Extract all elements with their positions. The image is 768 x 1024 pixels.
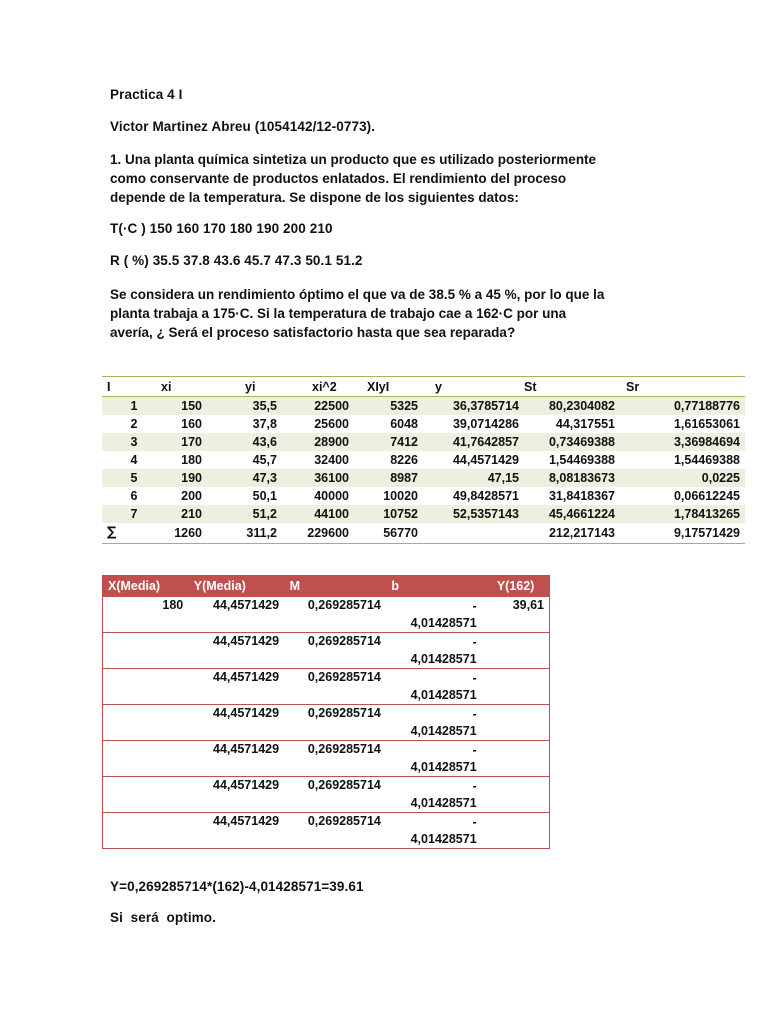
table-cell: 44,4571429 bbox=[188, 597, 284, 633]
column-header: xi^2 bbox=[282, 377, 354, 397]
intercept-sign: - bbox=[472, 779, 477, 793]
table-cell: 44,4571429 bbox=[188, 741, 284, 777]
table-row bbox=[103, 777, 550, 813]
table-cell: 45,4661224 bbox=[524, 505, 620, 523]
intercept-cell bbox=[386, 777, 482, 813]
table-cell: 9,17571429 bbox=[620, 523, 745, 544]
intercept-value: 4,01428571 bbox=[410, 616, 477, 630]
table-cell: 1,61653061 bbox=[673, 417, 740, 431]
column-header: St bbox=[524, 377, 620, 397]
intercept-value: 4,01428571 bbox=[410, 796, 477, 810]
question-line: planta trabaja a 175·C. Si la temperatura de trabajo cae a 162·C por una bbox=[110, 306, 567, 321]
table-cell: 3,36984694 bbox=[620, 433, 745, 451]
table-row bbox=[102, 487, 745, 505]
table-cell: 50,1 bbox=[252, 489, 277, 503]
column-header: Y(Media) bbox=[188, 576, 284, 597]
table-cell: 0,269285714 bbox=[284, 741, 386, 777]
table-row bbox=[103, 741, 550, 777]
table-row bbox=[103, 705, 550, 741]
temperature-data: T(·C ) 150 160 170 180 190 200 210 bbox=[110, 221, 333, 236]
table-cell: 0,269285714 bbox=[284, 705, 386, 741]
table-cell: 1,54469388 bbox=[548, 453, 615, 467]
question-line: avería, ¿ Será el proceso satisfactorio hasta que sea reparada? bbox=[110, 325, 516, 340]
regression-data-table bbox=[102, 376, 745, 544]
table-cell: 52,5357143 bbox=[423, 505, 524, 523]
intercept-sign: - bbox=[472, 707, 477, 721]
table-row bbox=[103, 669, 550, 705]
column-header: xi bbox=[147, 377, 207, 397]
intercept-sign: - bbox=[472, 743, 477, 757]
intercept-sign: - bbox=[472, 599, 477, 613]
intercept-cell bbox=[386, 597, 482, 633]
column-header: y bbox=[423, 377, 524, 397]
table-cell bbox=[423, 523, 524, 544]
column-header: M bbox=[284, 576, 386, 597]
table-cell bbox=[482, 741, 550, 777]
table-cell: 180 bbox=[181, 453, 202, 467]
table-cell: 32400 bbox=[314, 453, 349, 467]
intercept-cell bbox=[386, 741, 482, 777]
table-cell: 44,4571429 bbox=[188, 669, 284, 705]
table-cell: 0,73469388 bbox=[524, 433, 620, 451]
conclusion: Si será optimo. bbox=[110, 910, 216, 925]
column-header: I bbox=[102, 377, 147, 397]
table-cell: 0,269285714 bbox=[284, 669, 386, 705]
table-cell: 25600 bbox=[314, 417, 349, 431]
table-cell: 44,4571429 bbox=[188, 777, 284, 813]
table-cell bbox=[103, 633, 189, 669]
question-statement bbox=[110, 285, 670, 342]
table-row bbox=[102, 505, 745, 523]
table-cell: 44,317551 bbox=[555, 417, 615, 431]
table-cell: 8,08183673 bbox=[524, 469, 620, 487]
table-cell: 0,269285714 bbox=[284, 597, 386, 633]
table-cell: 36100 bbox=[282, 469, 354, 487]
table-cell: 22500 bbox=[282, 397, 354, 416]
table-cell: 200 bbox=[181, 489, 202, 503]
table-header-row bbox=[102, 377, 745, 397]
regression-formula: Y=0,269285714*(162)-4,01428571=39.61 bbox=[110, 879, 364, 894]
table-cell: 28900 bbox=[282, 433, 354, 451]
row-index-cell: 5 bbox=[102, 469, 147, 487]
table-cell: 1260 bbox=[147, 523, 207, 544]
sum-symbol: ∑ bbox=[102, 523, 147, 544]
table-cell: 160 bbox=[181, 417, 202, 431]
table-cell bbox=[103, 813, 189, 849]
table-cell: 170 bbox=[147, 433, 207, 451]
table-cell: 36,3785714 bbox=[423, 397, 524, 416]
intercept-cell bbox=[386, 705, 482, 741]
table-cell: 44100 bbox=[282, 505, 354, 523]
table-row bbox=[103, 813, 550, 849]
intercept-value: 4,01428571 bbox=[410, 760, 477, 774]
table-cell: 6048 bbox=[390, 417, 418, 431]
table-cell: 10020 bbox=[383, 489, 418, 503]
intercept-value: 4,01428571 bbox=[410, 832, 477, 846]
column-header: Y(162) bbox=[482, 576, 550, 597]
row-index-cell: 4 bbox=[130, 453, 138, 467]
intercept-value: 4,01428571 bbox=[410, 652, 477, 666]
table-cell: 8987 bbox=[354, 469, 423, 487]
table-row bbox=[102, 433, 745, 451]
table-cell: 56770 bbox=[354, 523, 423, 544]
table-cell: 41,7642857 bbox=[423, 433, 524, 451]
table-cell: 0,269285714 bbox=[284, 777, 386, 813]
table-cell: 150 bbox=[147, 397, 207, 416]
problem-line: depende de la temperatura. Se dispone de los siguientes datos: bbox=[110, 190, 519, 205]
table-cell: 45,7 bbox=[252, 453, 277, 467]
table-cell: 8226 bbox=[390, 453, 418, 467]
author-line: Victor Martinez Abreu (1054142/12-0773). bbox=[110, 119, 376, 134]
intercept-sign: - bbox=[472, 671, 477, 685]
problem-line: como conservante de productos enlatados. El rendimiento del proceso bbox=[110, 171, 567, 186]
table-cell: 43,6 bbox=[207, 433, 282, 451]
table-cell: 39,61 bbox=[482, 597, 550, 633]
problem-line: 1. Una planta química sintetiza un producto que es utilizado posteriormente bbox=[110, 152, 597, 167]
yield-data: R ( %) 35.5 37.8 43.6 45.7 47.3 50.1 51.2 bbox=[110, 253, 363, 268]
column-header: yi bbox=[207, 377, 282, 397]
table-cell: 0,0225 bbox=[620, 469, 745, 487]
intercept-sign: - bbox=[472, 815, 477, 829]
table-cell: 1,54469388 bbox=[673, 453, 740, 467]
table-cell: 229600 bbox=[282, 523, 354, 544]
table-cell: 37,8 bbox=[252, 417, 277, 431]
table-cell: 5325 bbox=[354, 397, 423, 416]
table-cell bbox=[103, 777, 189, 813]
table-cell: 0,77188776 bbox=[620, 397, 745, 416]
table-cell: 44,4571429 bbox=[452, 453, 519, 467]
table-header-row bbox=[103, 576, 550, 597]
table-cell: 47,3 bbox=[207, 469, 282, 487]
intercept-cell bbox=[386, 813, 482, 849]
column-header: X(Media) bbox=[103, 576, 189, 597]
table-cell bbox=[482, 777, 550, 813]
table-cell: 212,217143 bbox=[524, 523, 620, 544]
table-cell: 311,2 bbox=[207, 523, 282, 544]
table-total-row bbox=[102, 523, 745, 544]
table-cell: 7412 bbox=[354, 433, 423, 451]
table-cell: 44,4571429 bbox=[188, 705, 284, 741]
table-cell: 35,5 bbox=[207, 397, 282, 416]
table-cell: 0,06612245 bbox=[673, 489, 740, 503]
doc-title: Practica 4 I bbox=[110, 87, 183, 102]
table-cell bbox=[482, 669, 550, 705]
row-index-cell: 2 bbox=[130, 417, 138, 431]
table-cell: 49,8428571 bbox=[452, 489, 519, 503]
table-cell: 10752 bbox=[354, 505, 423, 523]
table-cell: 47,15 bbox=[423, 469, 524, 487]
table-row bbox=[103, 597, 550, 633]
table-cell bbox=[103, 705, 189, 741]
row-index-cell: 1 bbox=[102, 397, 147, 416]
table-cell: 180 bbox=[103, 597, 189, 633]
table-row bbox=[102, 451, 745, 469]
table-cell: 44,4571429 bbox=[188, 813, 284, 849]
regression-results-table bbox=[102, 575, 550, 849]
table-cell: 51,2 bbox=[207, 505, 282, 523]
intercept-cell bbox=[386, 633, 482, 669]
row-index-cell: 6 bbox=[130, 489, 138, 503]
table-cell bbox=[103, 741, 189, 777]
table-cell bbox=[482, 633, 550, 669]
column-header: XIyI bbox=[354, 377, 423, 397]
intercept-cell bbox=[386, 669, 482, 705]
table-cell: 80,2304082 bbox=[524, 397, 620, 416]
table-row bbox=[103, 633, 550, 669]
row-index-cell: 7 bbox=[102, 505, 147, 523]
question-line: Se considera un rendimiento óptimo el que va de 38.5 % a 45 %, por lo que la bbox=[110, 287, 605, 302]
table-cell bbox=[482, 813, 550, 849]
table-row bbox=[102, 415, 745, 433]
table-cell: 40000 bbox=[314, 489, 349, 503]
table-cell: 0,269285714 bbox=[284, 633, 386, 669]
table-cell: 1,78413265 bbox=[620, 505, 745, 523]
table-cell bbox=[482, 705, 550, 741]
table-cell: 0,269285714 bbox=[284, 813, 386, 849]
table-cell: 210 bbox=[147, 505, 207, 523]
column-header: b bbox=[386, 576, 482, 597]
table-row bbox=[102, 397, 745, 416]
table-cell: 44,4571429 bbox=[188, 633, 284, 669]
row-index-cell: 3 bbox=[102, 433, 147, 451]
problem-statement bbox=[110, 150, 670, 207]
intercept-value: 4,01428571 bbox=[410, 688, 477, 702]
table-cell: 31,8418367 bbox=[548, 489, 615, 503]
intercept-sign: - bbox=[472, 635, 477, 649]
table-cell: 190 bbox=[147, 469, 207, 487]
table-cell: 39,0714286 bbox=[452, 417, 519, 431]
table-row bbox=[102, 469, 745, 487]
table-cell bbox=[103, 669, 189, 705]
intercept-value: 4,01428571 bbox=[410, 724, 477, 738]
column-header: Sr bbox=[620, 377, 745, 397]
